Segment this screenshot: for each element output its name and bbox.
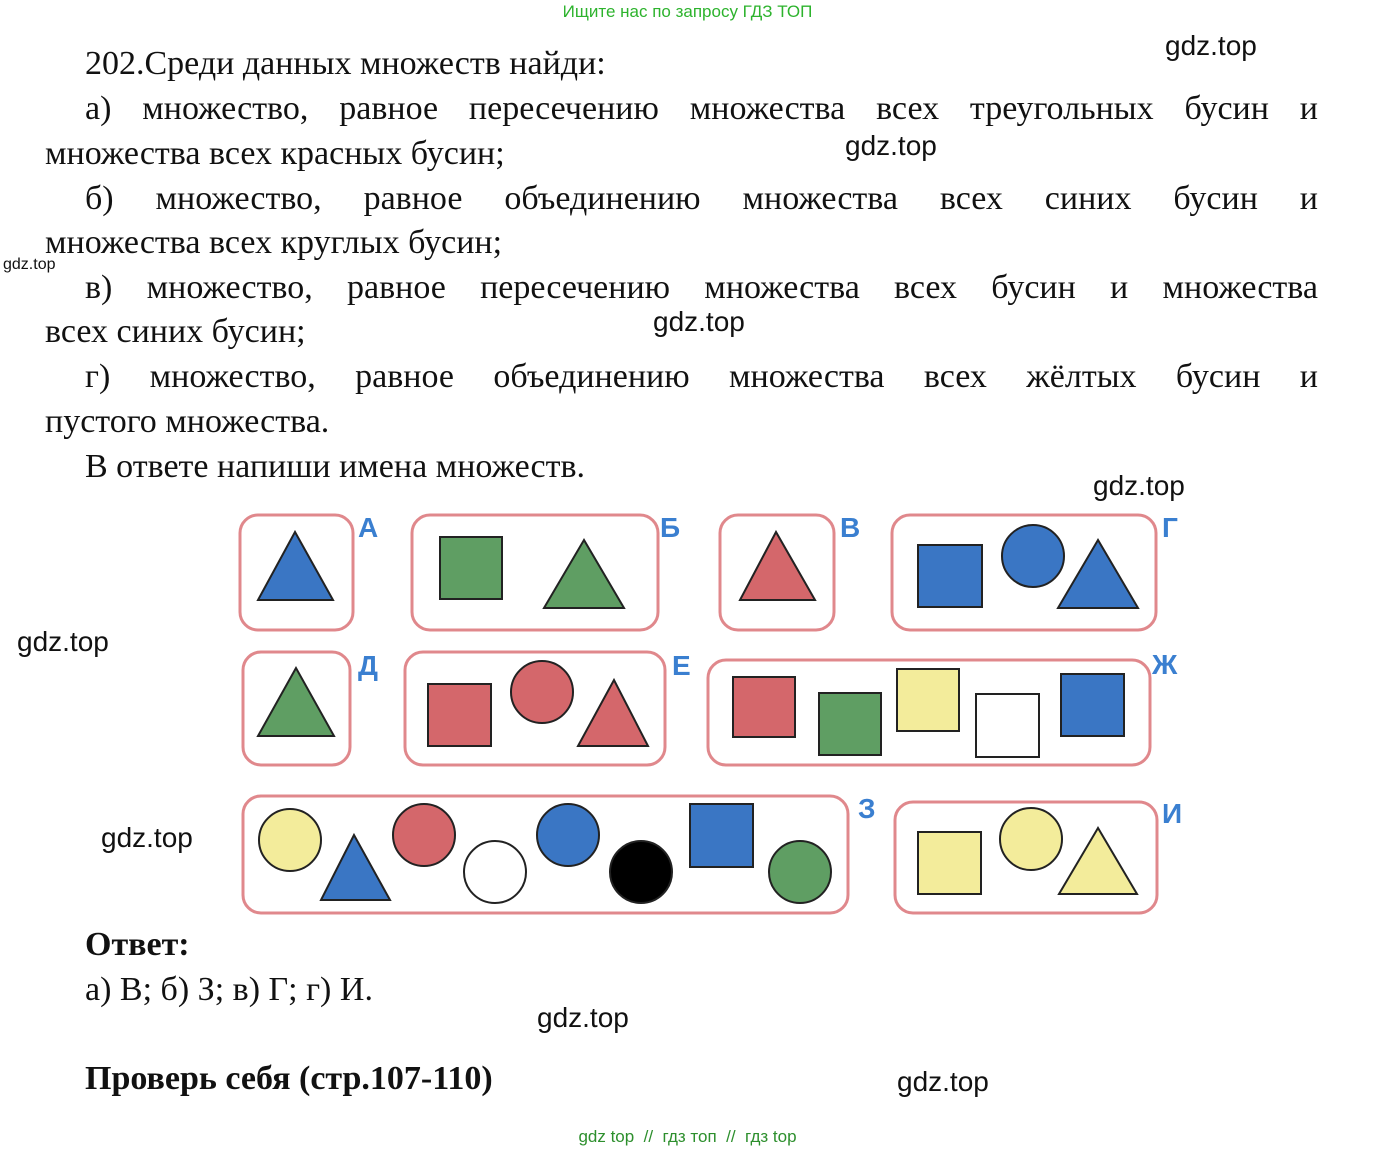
square-blue [690,804,753,867]
item-c-line2: всех синих бусин; [45,313,306,350]
square-yellow [897,669,959,731]
item-b-line2: множества всех круглых бусин; [45,224,503,261]
circle-blue [1002,525,1064,587]
triangle-red [578,680,648,746]
circle-black [610,841,672,903]
triangle-blue [258,532,333,600]
set-zh-label: Ж [1152,649,1178,680]
circle-yellow [1000,808,1062,870]
watermark: gdz.top [537,1002,629,1033]
set-ye-label: Е [672,650,691,681]
set-g-label: Г [1162,512,1178,543]
circle-blue [537,804,599,866]
square-red [428,684,491,746]
circle-red [393,804,455,866]
square-green [440,537,502,599]
item-a-line2: множества всех красных бусин; [45,135,505,172]
answer-heading: Ответ: [85,926,190,963]
set-dd-label: Д [358,650,378,681]
item-d-line2: пустого множества. [45,403,330,440]
item-a-line1: а) множество, равное пересечению множества всех треугольных бусин и [85,90,1318,127]
watermark: gdz.top [1093,470,1185,501]
triangle-blue [1058,540,1138,608]
square-white [976,694,1039,757]
circle-green [769,841,831,903]
square-blue [918,545,982,607]
triangle-red [740,532,815,600]
answer-text: а) В; б) З; в) Г; г) И. [85,971,373,1008]
bead-sets-figure [210,480,1210,925]
watermark: gdz.top [653,306,745,337]
bottom-banner[interactable]: gdz top // гдз топ // гдз top [578,1127,797,1146]
circle-yellow [259,809,321,871]
circle-white [464,841,526,903]
square-green [819,693,881,755]
triangle-green [258,668,334,736]
set-c-label: В [840,512,861,543]
triangle-yellow [1059,828,1137,894]
square-yellow [918,832,981,894]
watermark: gdz.top [897,1066,989,1097]
watermark: gdz.top [845,130,937,161]
footer-heading: Проверь себя (стр.107-110) [85,1060,493,1097]
top-banner[interactable]: Ищите нас по запросу ГДЗ ТОП [562,2,813,21]
instruction: В ответе напиши имена множеств. [85,448,586,485]
circle-red [511,661,573,723]
square-red [733,677,795,737]
watermark: gdz.top [1165,30,1257,61]
triangle-green [544,540,624,608]
item-c-line1: в) множество, равное пересечению множества всех бусин и множества [85,269,1318,306]
triangle-blue [321,835,390,900]
watermark: gdz.top [17,626,109,657]
set-i-label: И [1162,798,1183,829]
item-d-line1: г) множество, равное объединению множества всех жёлтых бусин и [85,358,1318,395]
set-b-label: Б [660,512,681,543]
watermark: gdz.top [3,256,56,273]
problem-title: 202.Среди данных множеств найди: [85,45,606,82]
set-a-label: А [358,512,379,543]
watermark: gdz.top [101,822,193,853]
set-ze-label: З [858,793,876,824]
item-b-line1: б) множество, равное объединению множества всех синих бусин и [85,180,1318,217]
square-blue [1061,674,1124,736]
